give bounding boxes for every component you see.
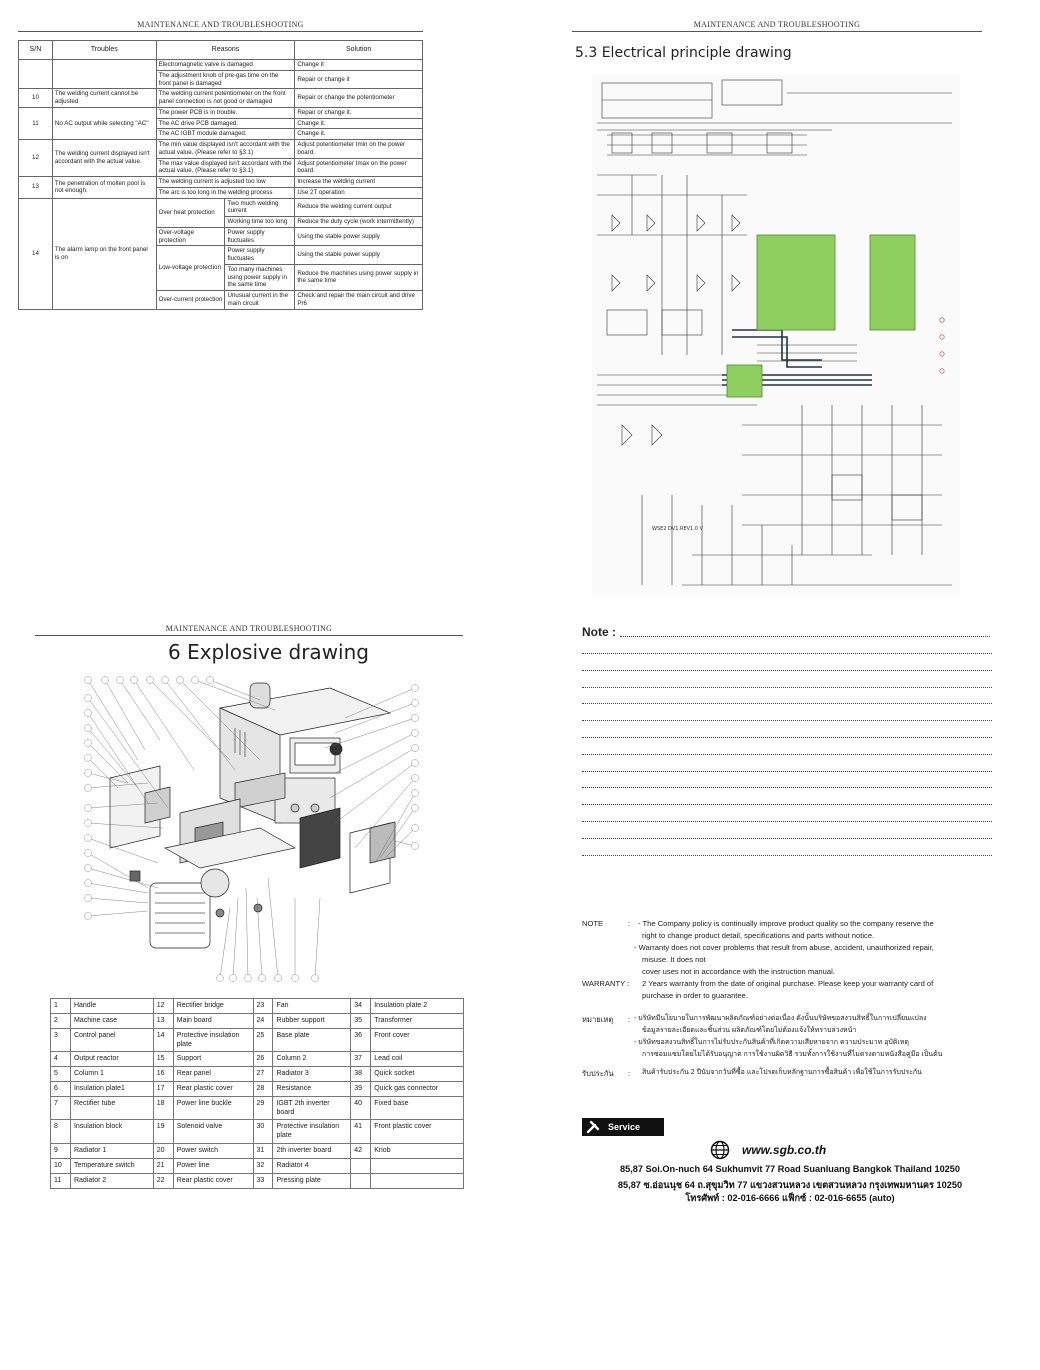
col-header-sn: S/N	[19, 41, 53, 60]
note-line	[582, 652, 992, 654]
table-row: Over-current protection Unusual current in the main circuit Check and repair the main circuit and drive Pr6	[19, 291, 423, 310]
schematic-caption: WSE2 DV1 REV1.0 V	[652, 526, 704, 532]
part-number: 21	[153, 1158, 173, 1173]
warranty-line-2: purchase in order to guarantee.	[642, 991, 748, 1000]
table-header-row	[19, 41, 423, 60]
table-row: 10 The welding current cannot be adjusted The welding current potentiometer on the front panel connection is not good or damaged Repair or change the potentiometer	[19, 89, 423, 108]
col-header-reasons: Reasons	[156, 41, 295, 60]
note-line	[582, 702, 992, 704]
part-number: 5	[51, 1067, 71, 1082]
table-row: The AC IGBT module damaged. Change it.	[19, 129, 423, 140]
table-row	[51, 999, 464, 1014]
part-name: Protective insulation plate	[173, 1029, 253, 1052]
part-name: Handle	[70, 999, 153, 1014]
part-number: 12	[153, 999, 173, 1014]
part-name: Fixed base	[371, 1097, 464, 1120]
page-header: MAINTENANCE AND TROUBLESHOOTING	[572, 20, 982, 32]
part-name: Radiator 2	[70, 1173, 153, 1188]
part-name: Resistance	[273, 1082, 351, 1097]
note-line	[582, 736, 992, 738]
service-badge	[582, 1118, 664, 1136]
part-number: 1	[51, 999, 71, 1014]
part-name: Rectifier tube	[70, 1097, 153, 1120]
note-line	[620, 635, 990, 637]
part-name: Machine case	[70, 1014, 153, 1029]
note-line-2: right to change product detail, specifications and parts without notice.	[642, 931, 875, 940]
th-note-line-3: - บริษัทขอสงวนสิทธิ์ในการไม่รับประกันสินค้าที่เกิดความเสียหายจาก ความประมาท อุบัติเหตุ	[634, 1039, 909, 1046]
table-row: Over-voltage protection Power supply fluctuates Using the stable power supply	[19, 227, 423, 246]
page-header: MAINTENANCE AND TROUBLESHOOTING	[18, 20, 423, 32]
phone-th: โทรศัพท์ : 02-016-6666 แฟ็กซ์ : 02-016-6655 (auto)	[685, 1193, 895, 1203]
legal-block: NOTE : - The Company policy is continually improve product quality so the company reserve the right to change product detail, specifications and parts without notice. - Warranty does not cover problems that result from abuse, accident, unauthorized repair, misuse. It does not cover uses not in accordance with the instruction manual. WARRANTY : 2 Years warranty from the date of original purchase. Please keep your warranty card of purchase in order to guarantee. หมายเหตุ : - บริษัทมีนโยบายในการพัฒนาผลิตภัณฑ์อย่างต่อเนื่อง ดังนั้นบริษัทขอสงวนสิทธิ์ในการเปลี่ยนแปลง ข้อมูลรายละเอียดและชิ้นส่วน ผลิตภัณฑ์โดยไม่ต้องแจ้งให้ทราบล่วงหน้า - บริษัทขอสงวนสิทธิ์ในการไม่รับประกันสินค้าที่เกิดความเสียหายจาก ความประมาท อุบัติเหตุ การซ่อมแซมโดยไม่ได้รับอนุญาต การใช้งานผิดวิธี รวมทั้งการใช้งานที่ไม่ตรงตามหนังสือคู่มือ เป็นต้น รับประกัน : สินค้ารับประกัน 2 ปีนับจากวันที่ซื้อ และโปรดเก็บหลักฐานการซื้อสินค้า เพื่อใช้ในการรับประกัน	[582, 919, 943, 1078]
part-number: 22	[153, 1173, 173, 1188]
part-number: 37	[351, 1052, 371, 1067]
part-name: Radiator 4	[273, 1158, 351, 1173]
part-name: Control panel	[70, 1029, 153, 1052]
part-number: 25	[253, 1029, 273, 1052]
part-number: 10	[51, 1158, 71, 1173]
table-row	[51, 1120, 464, 1143]
part-number	[351, 1158, 371, 1173]
part-name: 2th inverter board	[273, 1143, 351, 1158]
troubleshooting-table	[18, 40, 423, 310]
part-number: 6	[51, 1082, 71, 1097]
part-name: Rear plastic cover	[173, 1082, 253, 1097]
th-note-line-1: - บริษัทมีนโยบายในการพัฒนาผลิตภัณฑ์อย่างต่อเนื่อง ดังนั้นบริษัทขอสงวนสิทธิ์ในการเปลี่ยนแปลง	[634, 1015, 927, 1022]
note-line	[582, 669, 992, 671]
part-name: Front plastic cover	[371, 1120, 464, 1143]
part-number: 31	[253, 1143, 273, 1158]
table-row	[51, 1067, 464, 1082]
part-number: 38	[351, 1067, 371, 1082]
table-row: Electromagnetic valve is damaged Change it	[19, 60, 423, 71]
note-line	[582, 837, 992, 839]
part-number	[351, 1173, 371, 1188]
part-name: Quick socket	[371, 1067, 464, 1082]
table-row	[51, 1014, 464, 1029]
warranty-key: WARRANTY :	[582, 979, 630, 988]
note-line	[582, 803, 992, 805]
part-name: Power switch	[173, 1143, 253, 1158]
part-number: 36	[351, 1029, 371, 1052]
note-line-1: - The Company policy is continually improve product quality so the company reserve the	[638, 919, 934, 928]
part-number: 29	[253, 1097, 273, 1120]
part-name: IGBT 2th inverter board	[273, 1097, 351, 1120]
note-line	[582, 854, 992, 856]
table-row	[51, 1029, 464, 1052]
table-row	[51, 1052, 464, 1067]
table-row: 11 No AC output while selecting "AC" The power PCB is in trouble. Repair or change it.	[19, 107, 423, 118]
note-line	[582, 786, 992, 788]
table-row: The AC drive PCB damaged. Change it.	[19, 118, 423, 129]
part-number: 18	[153, 1097, 173, 1120]
part-name: Pressing plate	[273, 1173, 351, 1188]
part-number: 35	[351, 1014, 371, 1029]
part-number: 26	[253, 1052, 273, 1067]
part-number: 23	[253, 999, 273, 1014]
part-name: Column 1	[70, 1067, 153, 1082]
part-name: Protective insulation plate	[273, 1120, 351, 1143]
table-row	[51, 1143, 464, 1158]
part-number: 32	[253, 1158, 273, 1173]
part-name: Rear plastic cover	[173, 1173, 253, 1188]
part-number: 4	[51, 1052, 71, 1067]
part-name: Knob	[371, 1143, 464, 1158]
part-name: Column 2	[273, 1052, 351, 1067]
note-label: Note :	[582, 625, 616, 639]
part-number: 9	[51, 1143, 71, 1158]
part-number: 11	[51, 1173, 71, 1188]
part-number: 8	[51, 1120, 71, 1143]
table-row: Working time too long Reduce the duty cycle (work intermittently)	[19, 217, 423, 228]
part-number: 3	[51, 1029, 71, 1052]
part-name: Insulation plate1	[70, 1082, 153, 1097]
table-row	[51, 1097, 464, 1120]
part-number: 33	[253, 1173, 273, 1188]
part-number: 19	[153, 1120, 173, 1143]
table-row: The arc is too long in the welding process Use 2T operation	[19, 187, 423, 198]
part-number: 39	[351, 1082, 371, 1097]
globe-icon	[710, 1140, 732, 1160]
part-number: 2	[51, 1014, 71, 1029]
part-number: 16	[153, 1067, 173, 1082]
part-number: 27	[253, 1067, 273, 1082]
table-row	[51, 1082, 464, 1097]
table-row: 12 The welding current displayed isn't accordant with the actual value. The min value displayed isn't accordant with the actual value. (Please refer to §3.1) Adjust potentiometer Imin on the power board.	[19, 140, 423, 159]
note-line-3: - Warranty does not cover problems that result from abuse, accident, unauthorized repair,	[634, 943, 934, 952]
electrical-schematic	[592, 75, 960, 595]
part-name: Power line buckle	[173, 1097, 253, 1120]
part-name: Radiator 3	[273, 1067, 351, 1082]
table-row: The max value displayed isn't accordant with the actual value. (Please refer to §3.1) Adjust potentiometer Imax on the power board.	[19, 158, 423, 177]
part-number: 7	[51, 1097, 71, 1120]
table-row: Too many machines using power supply in the same time Reduce the machines using power supply in the same time	[19, 264, 423, 290]
part-name: Radiator 1	[70, 1143, 153, 1158]
note-line-5: cover uses not in accordance with the instruction manual.	[642, 967, 835, 976]
part-number: 14	[153, 1029, 173, 1052]
note-line	[582, 820, 992, 822]
part-name: Rear panel	[173, 1067, 253, 1082]
part-name	[371, 1158, 464, 1173]
table-row: Low-voltage protection Power supply fluctuates Using the stable power supply	[19, 246, 423, 265]
note-line	[582, 686, 992, 688]
service-label: Service	[608, 1122, 641, 1132]
part-name: Support	[173, 1052, 253, 1067]
part-number: 24	[253, 1014, 273, 1029]
col-header-solution: Solution	[295, 41, 423, 60]
part-name: Front cover	[371, 1029, 464, 1052]
part-name: Insulation block	[70, 1120, 153, 1143]
part-name: Rubber support	[273, 1014, 351, 1029]
warranty-line-1: 2 Years warranty from the date of original purchase. Please keep your warranty card of	[642, 979, 934, 988]
address-th: 85,87 ซ.อ่อนนุช 64 ถ.สุขุมวิท 77 แขวงสวนหลวง เขตสวนหลวง กรุงเทพมหานคร 10250	[617, 1180, 963, 1190]
table-row: 13 The penetration of molten pool is not enough. The welding current is adjusted too low Increase the welding current	[19, 177, 423, 188]
address-en: 85,87 Soi.On-nuch 64 Sukhumvit 77 Road Suanluang Bangkok Thailand 10250	[619, 1164, 961, 1174]
page-header: MAINTENANCE AND TROUBLESHOOTING	[35, 624, 463, 636]
table-row	[51, 1158, 464, 1173]
part-name: Power line	[173, 1158, 253, 1173]
th-note-line-2: ข้อมูลรายละเอียดและชิ้นส่วน ผลิตภัณฑ์โดยไม่ต้องแจ้งให้ทราบล่วงหน้า	[642, 1027, 857, 1034]
table-row: 14 The alarm lamp on the front panel is on Over heat protection Two much welding current Reduce the welding current output	[19, 198, 423, 217]
part-name: Insulation plate 2	[371, 999, 464, 1014]
explosive-title: 6 Explosive drawing	[168, 640, 369, 664]
part-number: 41	[351, 1120, 371, 1143]
note-line-4: misuse. It does not	[642, 955, 706, 964]
note-line	[582, 719, 992, 721]
part-number: 42	[351, 1143, 371, 1158]
table-row: The adjustment knob of pre-gas time on the front panel is damaged Repair or change it	[19, 70, 423, 89]
parts-table	[50, 998, 464, 1189]
note-line	[582, 753, 992, 755]
website-link[interactable]: www.sgb.co.th	[742, 1143, 827, 1157]
part-number: 15	[153, 1052, 173, 1067]
part-number: 17	[153, 1082, 173, 1097]
part-name: Rectifier bridge	[173, 999, 253, 1014]
part-name: Lead coil	[371, 1052, 464, 1067]
part-number: 34	[351, 999, 371, 1014]
part-number: 28	[253, 1082, 273, 1097]
part-name: Quick gas connector	[371, 1082, 464, 1097]
part-number: 30	[253, 1120, 273, 1143]
part-name: Base plate	[273, 1029, 351, 1052]
th-note-key: หมายเหตุ	[582, 1015, 614, 1024]
part-name: Output reactor	[70, 1052, 153, 1067]
th-warranty-key: รับประกัน	[582, 1069, 614, 1078]
part-name: Solenoid valve	[173, 1120, 253, 1143]
part-name: Main board	[173, 1014, 253, 1029]
part-name: Fan	[273, 999, 351, 1014]
part-number: 20	[153, 1143, 173, 1158]
part-name: Transformer	[371, 1014, 464, 1029]
part-name	[371, 1173, 464, 1188]
part-number: 40	[351, 1097, 371, 1120]
note-key: NOTE	[582, 919, 604, 928]
website-row	[710, 1140, 826, 1160]
part-name: Temperature switch	[70, 1158, 153, 1173]
explosive-drawing	[70, 668, 440, 988]
table-row	[51, 1173, 464, 1188]
note-line	[582, 770, 992, 772]
part-number: 13	[153, 1014, 173, 1029]
electrical-title: 5.3 Electrical principle drawing	[575, 45, 792, 61]
col-header-troubles: Troubles	[52, 41, 156, 60]
tools-icon	[586, 1120, 600, 1134]
th-warranty-line: สินค้ารับประกัน 2 ปีนับจากวันที่ซื้อ และโปรดเก็บหลักฐานการซื้อสินค้า เพื่อใช้ในการรับประกัน	[642, 1069, 922, 1076]
th-note-line-4: การซ่อมแซมโดยไม่ได้รับอนุญาต การใช้งานผิดวิธี รวมทั้งการใช้งานที่ไม่ตรงตามหนังสือคู่มือ เป็นต้น	[642, 1051, 943, 1058]
